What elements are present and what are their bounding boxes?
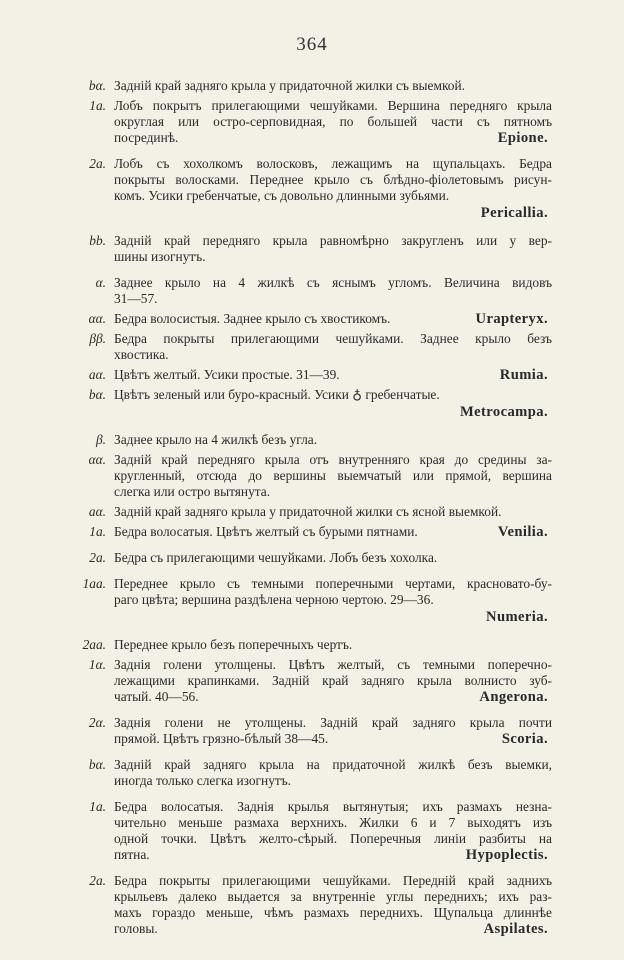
entry-line [0,172,624,188]
entry-text: крыльевъ далеко выдается за внутренніе углы переднихъ; ихъ раз- [114,889,552,904]
entry-text: кругленный, отсюда до вершины выемчатый или прямой, вершина [114,468,552,483]
key-entry [0,576,624,627]
entry-line [0,347,624,363]
entry-line [0,78,624,94]
entry-line [0,576,624,592]
key-entries [0,78,624,947]
entry-line [0,831,624,847]
entry-line [0,387,624,403]
key-entry [0,757,624,789]
entry-text: хвостика. [114,347,169,362]
entry-label: 1α. [88,657,106,672]
entry-text: Переднее крыло безъ поперечныхъ чертъ. [114,637,353,652]
entry-label: aα. [88,367,106,382]
genus-name: Scoria. [501,731,548,747]
entry-text: шины изогнутъ. [114,249,206,264]
entry-line [0,673,624,689]
genus-name: Metrocampa. [459,404,548,420]
entry-label: ββ. [89,331,106,346]
entry-label: 1a. [89,98,106,113]
entry-text: Задній край передняго крыла равномѣрно закругленъ или у вер- [114,233,552,248]
entry-line [0,233,624,249]
entry-label: 2a. [89,873,106,888]
entry-label: α. [95,275,106,290]
key-entry [0,799,624,863]
entry-text: Задній край задняго крыла у придаточной жилки съ выемкой. [114,78,465,93]
entry-text: Заднія голени утолщены. Цвѣтъ желтый, съ темными поперечно- [114,657,552,672]
entry-text: 31—57. [114,291,158,306]
genus-name: Numeria. [486,609,548,625]
entry-label: 2aa. [82,637,106,652]
entry-line [0,468,624,484]
entry-line [0,873,624,889]
entry-line [0,114,624,130]
entry-line [0,715,624,731]
key-entry [0,311,624,327]
entry-text: Задній край задняго крыла у придаточной жилки съ ясной выемкой. [114,504,502,519]
entry-text: Заднее крыло на 4 жилкѣ безъ угла. [114,432,318,447]
key-entry [0,873,624,937]
entry-text: Цвѣтъ зеленый или буро-красный. Усики ♁ гребенчатые. [114,387,440,402]
entry-line [0,731,624,747]
entry-line [0,291,624,307]
genus-name: Venilia. [497,524,548,540]
entry-line [0,331,624,347]
entry-text: округлая или остро-серповидная, по большей части съ пятномъ [114,114,552,129]
entry-text: прямой. Цвѣтъ грязно-бѣлый 38—45. [114,731,329,746]
entry-text: Задній край задняго крыла на придаточной жилкѣ безъ выемки, [114,757,552,772]
entry-line [0,799,624,815]
page-number: 364 [296,34,328,55]
entry-line [0,524,624,540]
entry-label: aα. [88,504,106,519]
entry-text: Лобъ съ хохолкомъ волосковъ, лежащимъ на щупальцахъ. Бедра [114,156,552,171]
entry-line [0,689,624,705]
entry-label: 1a. [89,524,106,539]
entry-line [0,657,624,673]
key-entry [0,98,624,146]
entry-line [0,550,624,566]
key-entry [0,156,624,223]
genus-name: Angerona. [479,689,548,705]
entry-text: посрединѣ. [114,130,179,145]
key-entry [0,275,624,307]
entry-label: αα. [88,452,106,467]
key-entry [0,78,624,94]
entry-line [0,311,624,327]
entry-line [0,432,624,448]
entry-line [0,592,624,608]
entry-text: Бедра съ прилегающими чешуйками. Лобъ безъ хохолка. [114,550,438,565]
entry-text: Заднее крыло на 4 жилкѣ съ яснымъ угломъ. Величина видовъ [114,275,552,290]
entry-label: 1a. [89,799,106,814]
entry-label: αα. [88,311,106,326]
entry-line [0,504,624,520]
entry-text: Бедра покрыты прилегающими чешуйками. Передній край заднихъ [114,873,552,888]
genus-name: Hypoplectis. [465,847,548,863]
entry-text: слегка или остро вытянута. [114,484,271,499]
genus-name: Urapteryx. [475,311,548,327]
entry-text: махъ гораздо меньше, чѣмъ размахъ переднихъ. Щупальца длиннѣе [114,905,552,920]
genus-name: Pericallia. [480,205,548,221]
entry-text: Бедра волосистыя. Заднее крыло съ хвостикомъ. [114,311,391,326]
entry-line [0,452,624,468]
key-entry [0,550,624,566]
genus-name: Aspilates. [483,921,548,937]
entry-line [0,98,624,114]
genus-line [0,608,624,627]
entry-text: Бедра волосатыя. Заднія крылья вытянутыя; ихъ размахъ незна- [114,799,552,814]
key-entry [0,367,624,383]
key-entry [0,637,624,653]
entry-text: одной точки. Цвѣтъ желто-сѣрый. Поперечныя линіи разбиты на [114,831,552,846]
key-entry [0,387,624,422]
entry-text: головы. [114,921,158,936]
entry-label: 2a. [89,550,106,565]
key-entry [0,657,624,705]
key-entry [0,715,624,747]
genus-line [0,403,624,422]
entry-text: покрыты волосками. Переднее крыло съ блѣдно-фіолетовымъ рисун- [114,172,552,187]
entry-line [0,889,624,905]
key-entry [0,504,624,520]
entry-label: 2α. [88,715,106,730]
entry-text: Лобъ покрытъ прилегающими чешуйками. Вершина передняго крыла [114,98,552,113]
entry-label: bα. [88,78,106,93]
genus-line [0,204,624,223]
entry-text: Переднее крыло съ темными поперечными чертами, красновато-бу- [114,576,552,591]
key-entry [0,524,624,540]
entry-line [0,275,624,291]
entry-text: чительно меньше размаха верхнихъ. Жилки 6 и 7 выходятъ изъ [114,815,552,830]
entry-text: иногда только слегка изогнутъ. [114,773,292,788]
entry-line [0,847,624,863]
entry-line [0,156,624,172]
entry-line [0,484,624,500]
entry-line [0,921,624,937]
key-entry [0,331,624,363]
entry-line [0,130,624,146]
entry-text: лежащими крапинками. Задній край задняго крыла волнисто зуб- [114,673,552,688]
entry-text: Задній край передняго крыла отъ внутренняго края до средины за- [114,452,552,467]
entry-line [0,815,624,831]
entry-text: пятна. [114,847,150,862]
entry-label: bα. [88,387,106,402]
entry-label: 1aa. [82,576,106,591]
entry-label: β. [95,432,106,447]
entry-text: чатый. 40—56. [114,689,199,704]
entry-text: комъ. Усики гребенчатые, съ довольно длинными зубьями. [114,188,450,203]
entry-line [0,757,624,773]
entry-text: Заднія голени не утолщены. Задній край задняго крыла почти [114,715,552,730]
genus-name: Epione. [497,130,548,146]
genus-name: Rumia. [499,367,548,383]
entry-label: bb. [89,233,106,248]
entry-line [0,637,624,653]
key-entry [0,432,624,448]
entry-line [0,249,624,265]
entry-text: Цвѣтъ желтый. Усики простые. 31—39. [114,367,340,382]
entry-line [0,188,624,204]
entry-text: Бедра покрыты прилегающими чешуйками. Заднее крыло безъ [114,331,552,346]
entry-text: раго цвѣта; вершина раздѣлена черною чертою. 29—36. [114,592,434,607]
entry-label: bα. [88,757,106,772]
entry-text: Бедра волосатыя. Цвѣтъ желтый съ бурыми пятнами. [114,524,418,539]
entry-line [0,905,624,921]
entry-line [0,773,624,789]
entry-line [0,367,624,383]
entry-label: 2a. [89,156,106,171]
key-entry [0,452,624,500]
key-entry [0,233,624,265]
